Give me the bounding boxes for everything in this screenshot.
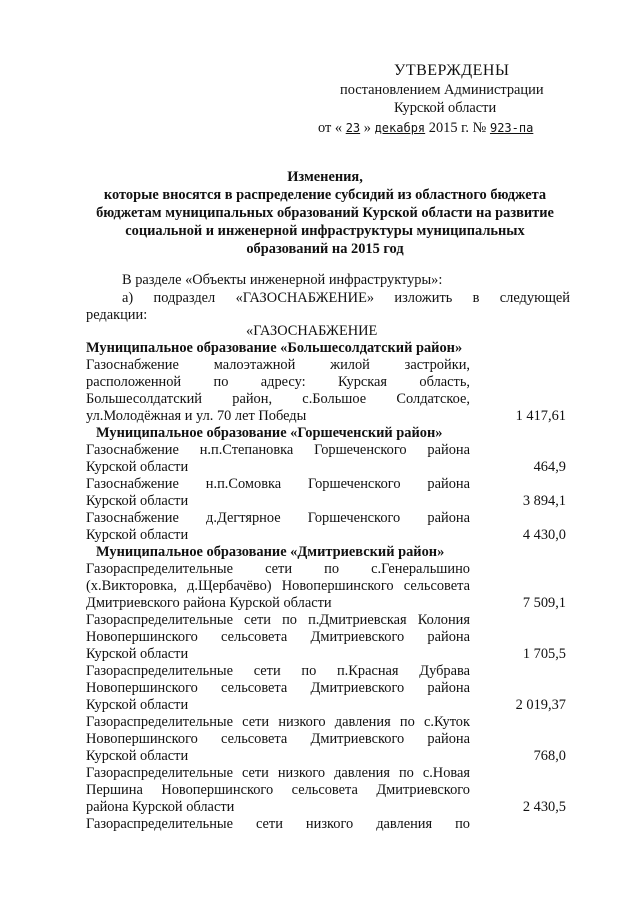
description-line: Курской области	[86, 697, 189, 713]
subsidy-item-description	[86, 714, 470, 765]
description-line: Газоснабжение малоэтажной жилой застройки,	[86, 357, 470, 373]
heading-line-2: которые вносятся в распределение субсидий из областного бюджета	[103, 187, 547, 203]
subsidy-item-description	[86, 476, 470, 510]
subsidy-item	[86, 816, 580, 833]
subsidy-item	[86, 663, 580, 714]
subsidy-item-description	[86, 816, 470, 833]
subsidy-item	[86, 612, 580, 663]
municipality-heading: Муниципальное образование «Дмитриевский район»	[96, 544, 445, 560]
subsidy-amount: 7 509,1	[522, 595, 566, 611]
subsidy-item	[86, 476, 580, 510]
description-line: Газоснабжение н.п.Степановка Горшеченского района	[86, 442, 470, 458]
intro-line-2: а) подраздел «ГАЗОСНАБЖЕНИЕ» изложить в следующей	[122, 290, 570, 306]
decree-number: 923-па	[489, 121, 534, 135]
subsidy-item-description	[86, 663, 470, 714]
description-line: Газоснабжение н.п.Сомовка Горшеченского района	[86, 476, 470, 492]
description-line: Большесолдатский район, с.Большое Солдатское,	[86, 391, 470, 407]
approval-title: УТВЕРЖДЕНЫ	[394, 62, 510, 79]
date-day: 23	[345, 121, 361, 135]
heading-line-4: социальной и инженерной инфраструктуры муниципальных	[125, 223, 525, 239]
date-year: 2015 г. №	[428, 120, 487, 136]
subsidy-item	[86, 357, 580, 425]
date-prefix: от «	[318, 120, 343, 136]
description-line: (х.Викторовка, д.Щербачёво) Новопершинского сельсовета	[86, 578, 470, 594]
description-line: Курской области	[86, 646, 189, 662]
subsidy-item	[86, 765, 580, 816]
description-line: района Курской области	[86, 799, 235, 815]
description-line: Газораспределительные сети по п.Дмитриевская Колония	[86, 612, 470, 628]
description-line: Курской области	[86, 493, 189, 509]
section-caption: «ГАЗОСНАБЖЕНИЕ	[246, 323, 378, 339]
description-line: ул.Молодёжная и ул. 70 лет Победы	[86, 408, 307, 424]
municipality-heading: Муниципальное образование «Большесолдатский район»	[86, 340, 463, 356]
subsidy-item	[86, 561, 580, 612]
subsidy-item-description	[86, 561, 470, 612]
subsidy-item-description	[86, 612, 470, 663]
subsidy-item	[86, 714, 580, 765]
description-line: расположенной по адресу: Курская область,	[86, 374, 470, 390]
description-line: Курской области	[86, 527, 189, 543]
heading-line-3: бюджетам муниципальных образований Курской области на развитие	[96, 205, 554, 221]
description-line: Газораспределительные сети по с.Генеральшино	[86, 561, 470, 577]
approval-line-1: постановлением Администрации	[340, 82, 544, 98]
heading-line-1: Изменения,	[287, 169, 363, 185]
approval-line-2: Курской области	[394, 100, 497, 116]
description-line: Газораспределительные сети низкого давления по с.Новая	[86, 765, 470, 781]
subsidy-amount: 2 019,37	[515, 697, 566, 713]
intro-line-1: В разделе «Объекты инженерной инфраструктуры»:	[122, 272, 443, 288]
subsidy-amount: 2 430,5	[522, 799, 566, 815]
description-line: Курской области	[86, 459, 189, 475]
subsidy-amount: 464,9	[533, 459, 566, 475]
description-line: Новопершинского сельсовета Дмитриевского района	[86, 680, 470, 696]
subsidy-amount: 1 417,61	[515, 408, 566, 424]
subsidy-amount: 3 894,1	[522, 493, 566, 509]
subsidy-amount: 1 705,5	[522, 646, 566, 662]
approval-date-line	[318, 120, 533, 137]
subsidy-item-description	[86, 765, 470, 816]
subsidy-item	[86, 510, 580, 544]
subsidy-item-description	[86, 357, 470, 425]
date-mid: »	[363, 120, 371, 136]
heading-line-5: образований на 2015 год	[246, 241, 404, 257]
description-line: Курской области	[86, 748, 189, 764]
description-line: Газораспределительные сети по п.Красная Дубрава	[86, 663, 470, 679]
date-month: декабря	[374, 121, 426, 135]
subsidy-item-description	[86, 510, 470, 544]
subsidy-item-description	[86, 442, 470, 476]
description-line: Новопершинского сельсовета Дмитриевского района	[86, 731, 470, 747]
description-line: Дмитриевского района Курской области	[86, 595, 332, 611]
description-line: Газораспределительные сети низкого давления по с.Куток	[86, 714, 470, 730]
subsidy-item	[86, 442, 580, 476]
intro-line-3: редакции:	[86, 307, 148, 323]
subsidy-amount: 4 430,0	[522, 527, 566, 543]
description-line: Першина Новопершинского сельсовета Дмитриевского	[86, 782, 470, 798]
description-line: Газоснабжение д.Дегтярное Горшеченского района	[86, 510, 470, 526]
description-line: Газораспределительные сети низкого давления по	[86, 816, 470, 832]
subsidy-amount: 768,0	[533, 748, 566, 764]
subsidy-list	[86, 340, 580, 833]
municipality-heading: Муниципальное образование «Горшеченский район»	[96, 425, 443, 441]
document-heading	[80, 168, 570, 258]
description-line: Новопершинского сельсовета Дмитриевского района	[86, 629, 470, 645]
